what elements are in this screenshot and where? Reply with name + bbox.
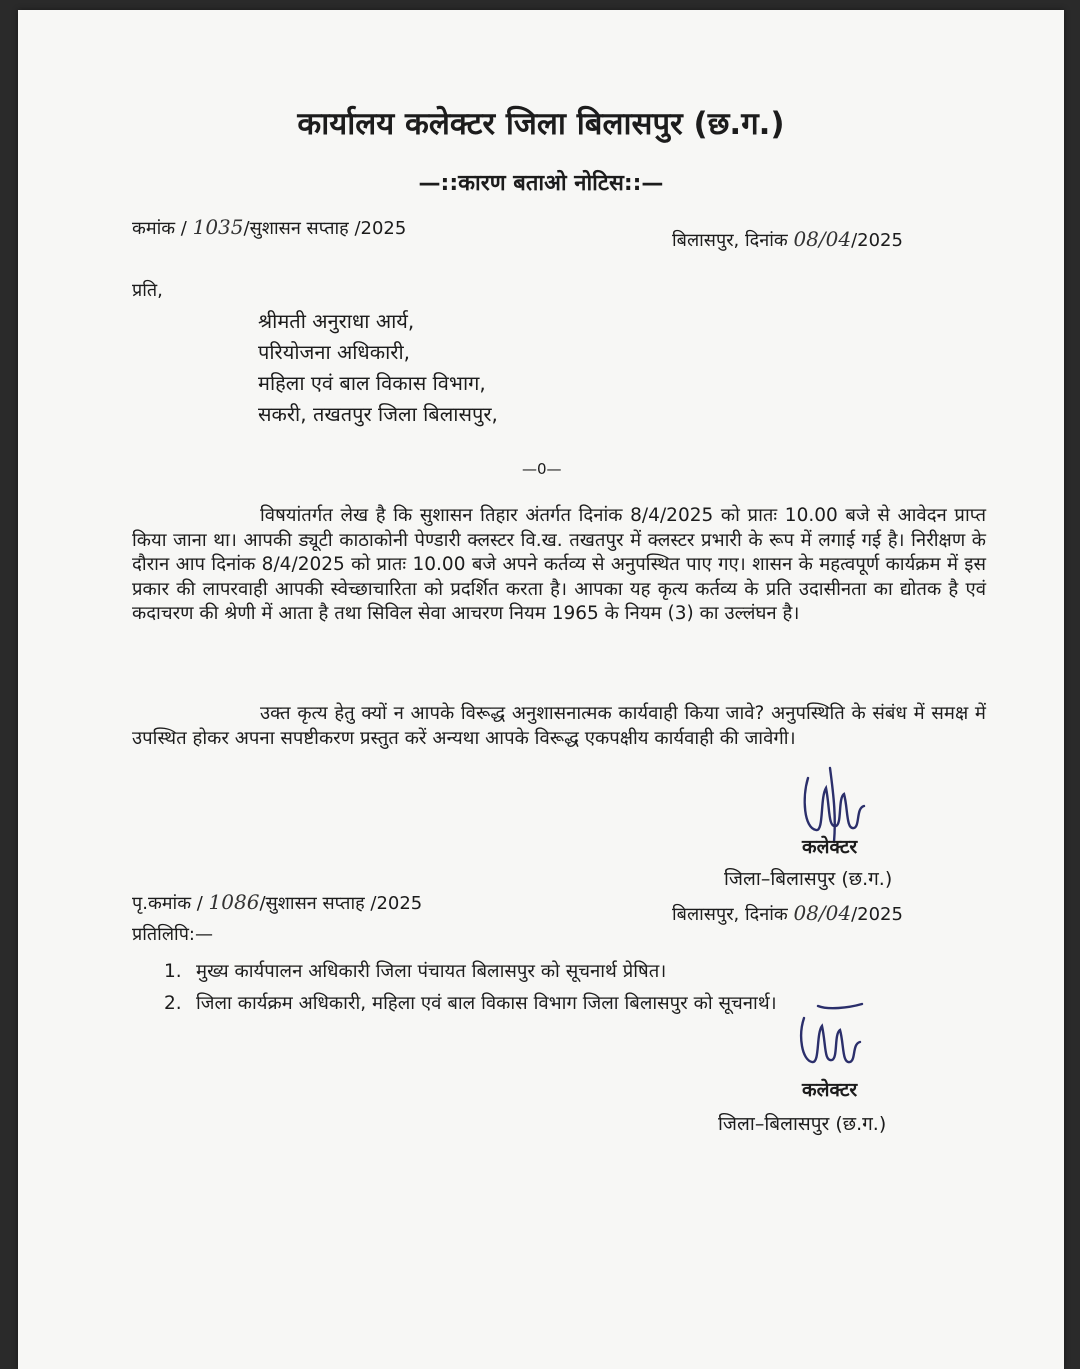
reference-suffix: /सुशासन सप्ताह /2025 <box>243 218 407 239</box>
list-item-number: 2. <box>164 993 182 1014</box>
body-paragraph-1: विषयांतर्गत लेख है कि सुशासन तिहार अंतर्गत दिनांक 8/4/2025 को प्रातः 10.00 बजे से आवेदन प्राप्त किया जाना था। आपकी ड्यूटी काठाकोनी पेण्डारी क्लस्टर वि.ख. तखतपुर में क्लस्टर प्रभारी के रूप में लगाई गई है। निरीक्षण के दौरान आप दिनांक 8/4/2025 को प्रातः 10.00 बजे अपने कर्तव्य से अनुपस्थित पाए गए। शासन के महत्वपूर्ण कार्यक्रम में इस प्रकार की लापरवाही आपकी स्वेच्छाचारिता को प्रदर्शित करता है। आपका यह कृत्य कर्तव्य के प्रति उदासीनता का द्योतक है एवं कदाचरण की श्रेणी में आता है तथा सिविल सेवा आचरण नियम 1965 के नियम (3) का उल्लंघन है। <box>132 505 986 624</box>
endorsement-number <box>132 890 422 915</box>
list-item-number: 1. <box>164 961 182 982</box>
endorsement-prefix: पृ.कमांक / <box>132 893 203 914</box>
copy-recipients-list <box>164 956 777 1020</box>
endorsement-suffix: /सुशासन सप्ताह /2025 <box>259 893 423 914</box>
endorsement-year: /2025 <box>851 904 903 925</box>
signature-1-designation: कलेक्टर <box>802 836 858 858</box>
list-item <box>164 988 777 1020</box>
section-divider: —0— <box>522 460 562 478</box>
endorsement-number-handwritten: 1086 <box>208 890 260 914</box>
list-item-text: मुख्य कार्यपालन अधिकारी जिला पंचायत बिलासपुर को सूचनार्थ प्रेषित। <box>196 961 667 982</box>
issue-date <box>672 227 903 252</box>
notice-subtitle: —::कारण बताओ नोटिस::— <box>418 171 664 196</box>
to-label: प्रति, <box>132 280 163 301</box>
office-title: कार्यालय कलेक्टर जिला बिलासपुर (छ.ग.) <box>297 106 785 142</box>
recipient-department: महिला एवं बाल विकास विभाग, <box>258 371 486 395</box>
reference-number <box>132 215 406 240</box>
recipient-location: सकरी, तखतपुर जिला बिलासपुर, <box>258 402 498 426</box>
reference-prefix: कमांक / <box>132 218 187 239</box>
reference-number-handwritten: 1035 <box>192 215 244 239</box>
signature-1-district: जिला–बिलासपुर (छ.ग.) <box>724 868 893 890</box>
signature-2-image <box>788 1000 878 1080</box>
issue-year: /2025 <box>851 230 903 251</box>
recipient-name: श्रीमती अनुराधा आर्य, <box>258 309 415 333</box>
list-item <box>164 956 777 988</box>
endorsement-date <box>672 901 903 926</box>
issue-place-label: बिलासपुर, दिनांक <box>672 230 788 251</box>
endorsement-date-handwritten: 08/04 <box>793 901 852 925</box>
body-paragraph-2: उक्त कृत्य हेतु क्यों न आपके विरूद्ध अनुशासनात्मक कार्यवाही किया जावे? अनुपस्थिति के संबंध में समक्ष में उपस्थित होकर अपना सपष्टीकरण प्रस्तुत करें अन्यथा आपके विरूद्ध एकपक्षीय कार्यवाही की जावेगी। <box>132 703 986 749</box>
endorsement-place-label: बिलासपुर, दिनांक <box>672 904 788 925</box>
recipient-address <box>258 306 498 430</box>
list-item-text: जिला कार्यक्रम अधिकारी, महिला एवं बाल विकास विभाग जिला बिलासपुर को सूचनार्थ। <box>196 993 777 1014</box>
issue-date-handwritten: 08/04 <box>793 227 852 251</box>
document-page <box>18 10 1064 1369</box>
recipient-designation: परियोजना अधिकारी, <box>258 340 410 364</box>
signature-2-district: जिला–बिलासपुर (छ.ग.) <box>718 1113 887 1135</box>
signature-2-designation: कलेक्टर <box>802 1079 858 1101</box>
copy-to-label: प्रतिलिपि:— <box>132 924 213 945</box>
